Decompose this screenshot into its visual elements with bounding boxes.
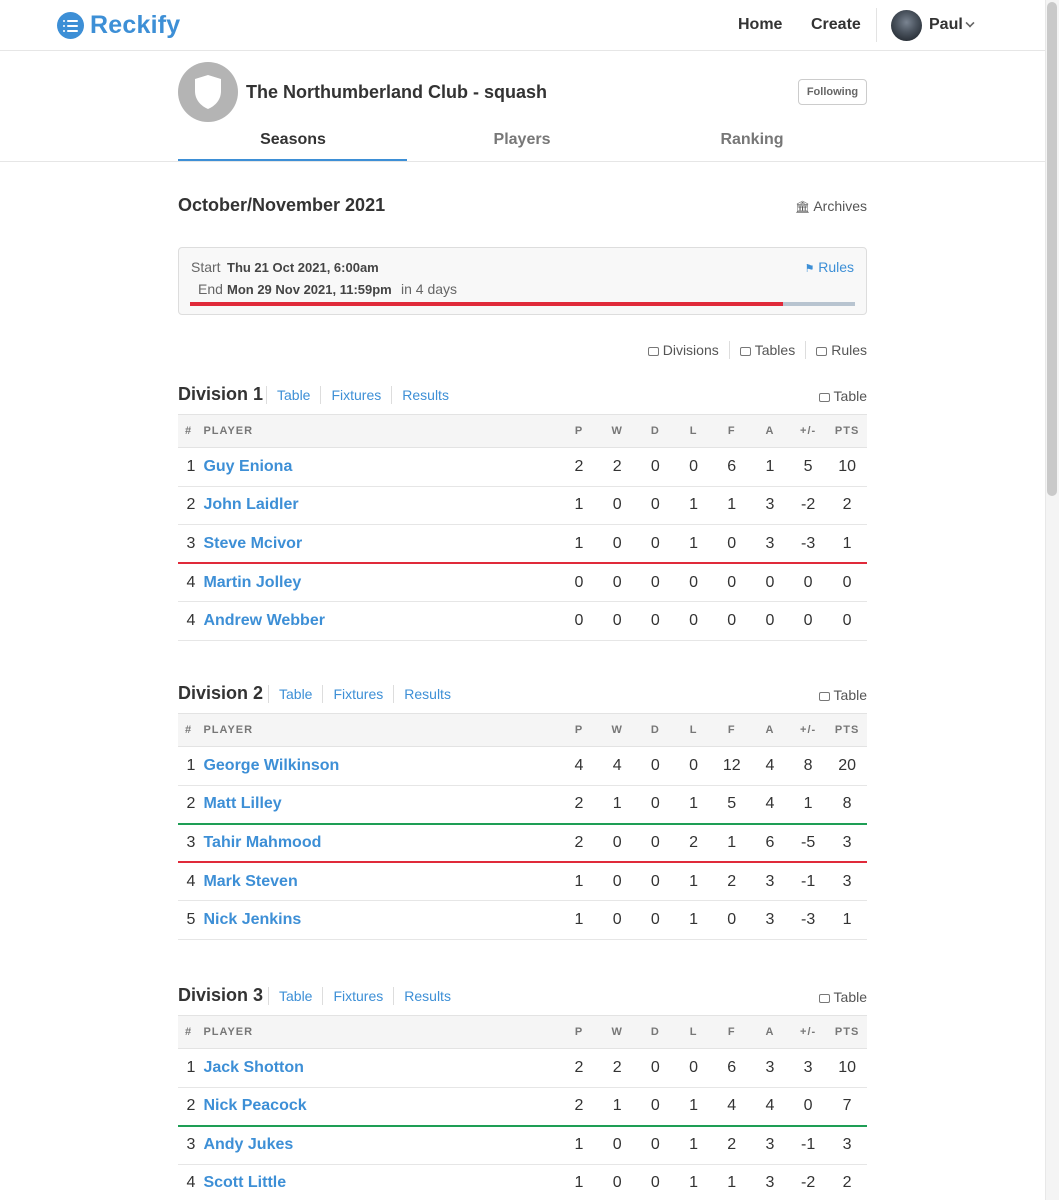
tab-players[interactable]: Players (493, 131, 551, 148)
end-date: Mon 29 Nov 2021, 11:59pm (227, 282, 392, 297)
season-progress-bar (190, 302, 855, 306)
division-table-link[interactable]: Table (277, 387, 311, 403)
top-nav (0, 0, 1045, 51)
player-link[interactable]: Nick Peacock (203, 1087, 559, 1126)
stat-cell-w: 0 (598, 602, 636, 641)
column-header[interactable]: D (636, 714, 674, 747)
division-results-link[interactable]: Results (404, 686, 451, 702)
stat-cell-d: 0 (636, 1049, 674, 1088)
stat-cell-f: 1 (713, 486, 751, 525)
stat-cell-pts: 0 (827, 602, 867, 641)
stat-cell-p: 1 (560, 525, 598, 564)
division-links (268, 685, 451, 703)
stat-cell-diff: 0 (789, 1087, 827, 1126)
link-divider (393, 685, 394, 703)
print-icon (648, 347, 659, 356)
division-header (178, 985, 867, 1015)
column-header[interactable]: PTS (827, 1016, 867, 1049)
division-results-link[interactable]: Results (402, 387, 449, 403)
table-header-row (178, 714, 867, 747)
stat-cell-pts: 3 (827, 862, 867, 901)
link-divider (805, 341, 806, 359)
stat-cell-a: 0 (751, 602, 789, 641)
link-divider (322, 987, 323, 1005)
print-table-link[interactable] (819, 687, 867, 703)
stat-cell-d: 0 (636, 747, 674, 786)
stat-cell-diff: 5 (789, 448, 827, 487)
player-link[interactable]: Matt Lilley (203, 785, 559, 824)
player-link[interactable]: Andy Jukes (203, 1126, 559, 1165)
stat-cell-f: 1 (713, 824, 751, 863)
stat-cell-w: 1 (598, 1087, 636, 1126)
following-button[interactable]: Following (798, 79, 867, 105)
stat-cell-p: 0 (560, 602, 598, 641)
stat-cell-p: 2 (560, 824, 598, 863)
stat-cell-diff: -1 (789, 1126, 827, 1165)
stat-cell-l: 2 (674, 824, 712, 863)
print-icon (740, 347, 751, 356)
player-link[interactable]: Guy Eniona (203, 448, 559, 487)
division-section (178, 384, 867, 641)
player-link[interactable]: John Laidler (203, 486, 559, 525)
scrollbar-thumb[interactable] (1047, 2, 1057, 496)
column-header[interactable]: +/- (789, 1016, 827, 1049)
stat-cell-diff: 0 (789, 602, 827, 641)
stat-cell-d: 0 (636, 862, 674, 901)
nav-divider (876, 8, 877, 42)
stat-cell-d: 0 (636, 448, 674, 487)
division-fixtures-link[interactable]: Fixtures (333, 686, 384, 702)
column-header[interactable]: P (560, 714, 598, 747)
stat-cell-p: 1 (560, 862, 598, 901)
stat-cell-f: 4 (713, 1087, 751, 1126)
player-link[interactable]: Nick Jenkins (203, 901, 559, 940)
nav-home-link[interactable]: Home (738, 16, 783, 33)
division-title: Division 2 (178, 683, 264, 703)
chevron-down-icon[interactable] (965, 18, 974, 27)
stat-cell-pts: 8 (827, 785, 867, 824)
rank-cell: 2 (178, 486, 203, 525)
column-header[interactable]: A (751, 1016, 789, 1049)
stat-cell-diff: 0 (789, 563, 827, 602)
season-rules-label: Rules (818, 259, 854, 275)
club-shield-icon (178, 62, 238, 122)
tab-seasons[interactable]: Seasons (260, 131, 326, 148)
start-label: Start (191, 259, 221, 275)
rank-cell: 4 (178, 602, 203, 641)
print-icon (819, 393, 830, 402)
stat-cell-a: 3 (751, 525, 789, 564)
stat-cell-pts: 10 (827, 448, 867, 487)
column-header[interactable]: # (178, 1016, 203, 1049)
link-divider (322, 685, 323, 703)
tables-link[interactable] (740, 342, 795, 358)
stat-cell-l: 1 (674, 785, 712, 824)
stat-cell-pts: 3 (827, 1126, 867, 1165)
link-divider (268, 987, 269, 1005)
table-row (178, 563, 867, 602)
remaining-time: in 4 days (401, 281, 458, 297)
table-row (178, 862, 867, 901)
column-header[interactable]: W (598, 415, 636, 448)
archives-label: Archives (813, 198, 867, 214)
stat-cell-l: 0 (674, 602, 712, 641)
stat-cell-l: 1 (674, 1087, 712, 1126)
stat-cell-f: 0 (713, 901, 751, 940)
stat-cell-p: 2 (560, 1049, 598, 1088)
division-title: Division 1 (178, 384, 264, 404)
stat-cell-f: 6 (713, 448, 751, 487)
column-header[interactable]: PLAYER (203, 415, 559, 448)
column-header[interactable]: A (751, 714, 789, 747)
column-header[interactable]: PLAYER (203, 714, 559, 747)
stat-cell-a: 6 (751, 824, 789, 863)
brand-name: Reckify (90, 11, 181, 39)
stat-cell-l: 1 (674, 1126, 712, 1165)
table-row (178, 525, 867, 564)
stat-cell-pts: 20 (827, 747, 867, 786)
season-rules-link[interactable] (804, 259, 854, 275)
stat-cell-diff: -2 (789, 1164, 827, 1200)
column-header[interactable]: PTS (827, 415, 867, 448)
view-links (648, 341, 867, 359)
rank-cell: 5 (178, 901, 203, 940)
stat-cell-w: 0 (598, 901, 636, 940)
avatar[interactable] (891, 10, 922, 41)
division-title: Division 3 (178, 985, 264, 1005)
stat-cell-l: 0 (674, 1049, 712, 1088)
stat-cell-l: 1 (674, 525, 712, 564)
rank-cell: 3 (178, 1126, 203, 1165)
player-link[interactable]: Steve Mcivor (203, 525, 559, 564)
stat-cell-a: 3 (751, 901, 789, 940)
link-divider (266, 386, 267, 404)
stat-cell-p: 0 (560, 563, 598, 602)
column-header[interactable]: L (674, 1016, 712, 1049)
table-row (178, 1049, 867, 1088)
brand-link[interactable] (57, 11, 180, 40)
stat-cell-p: 2 (560, 1087, 598, 1126)
rank-cell: 3 (178, 824, 203, 863)
stat-cell-d: 0 (636, 1126, 674, 1165)
stat-cell-w: 0 (598, 862, 636, 901)
stat-cell-a: 3 (751, 1164, 789, 1200)
stat-cell-w: 1 (598, 785, 636, 824)
end-label: End (198, 281, 223, 297)
print-table-label: Table (833, 388, 867, 404)
rank-cell: 1 (178, 1049, 203, 1088)
division-section (178, 985, 867, 1200)
link-divider (268, 685, 269, 703)
stat-cell-d: 0 (636, 525, 674, 564)
stat-cell-f: 0 (713, 563, 751, 602)
stat-cell-pts: 1 (827, 525, 867, 564)
division-table-link[interactable]: Table (279, 988, 313, 1004)
column-header[interactable]: PLAYER (203, 1016, 559, 1049)
column-header[interactable]: A (751, 415, 789, 448)
stat-cell-a: 0 (751, 563, 789, 602)
rank-cell: 1 (178, 448, 203, 487)
stat-cell-a: 1 (751, 448, 789, 487)
column-header[interactable]: PTS (827, 714, 867, 747)
rank-cell: 4 (178, 1164, 203, 1200)
stat-cell-diff: 3 (789, 1049, 827, 1088)
player-link[interactable]: Mark Steven (203, 862, 559, 901)
stat-cell-l: 1 (674, 901, 712, 940)
stat-cell-w: 0 (598, 1164, 636, 1200)
table-row (178, 1164, 867, 1200)
stat-cell-p: 1 (560, 1164, 598, 1200)
stat-cell-l: 1 (674, 1164, 712, 1200)
stat-cell-diff: -1 (789, 862, 827, 901)
stat-cell-l: 1 (674, 486, 712, 525)
stat-cell-w: 0 (598, 1126, 636, 1165)
stat-cell-d: 0 (636, 563, 674, 602)
stat-cell-diff: -3 (789, 525, 827, 564)
column-header[interactable]: D (636, 1016, 674, 1049)
table-header-row (178, 1016, 867, 1049)
stat-cell-diff: -3 (789, 901, 827, 940)
season-progress-fill (190, 302, 783, 306)
nav-create-link[interactable]: Create (811, 16, 861, 33)
print-icon (819, 692, 830, 701)
stat-cell-f: 0 (713, 525, 751, 564)
stat-cell-a: 4 (751, 1087, 789, 1126)
table-row (178, 486, 867, 525)
table-row (178, 1087, 867, 1126)
rules-link[interactable] (816, 342, 867, 358)
stat-cell-f: 2 (713, 1126, 751, 1165)
stat-cell-d: 0 (636, 901, 674, 940)
tab-ranking[interactable]: Ranking (720, 131, 784, 148)
column-header[interactable]: # (178, 415, 203, 448)
print-table-link[interactable] (819, 989, 867, 1005)
print-table-link[interactable] (819, 388, 867, 404)
stat-cell-pts: 3 (827, 824, 867, 863)
stat-cell-p: 1 (560, 1126, 598, 1165)
stat-cell-d: 0 (636, 824, 674, 863)
rank-cell: 2 (178, 785, 203, 824)
stat-cell-diff: 1 (789, 785, 827, 824)
reckify-logo-icon (57, 12, 84, 39)
player-link[interactable]: Jack Shotton (203, 1049, 559, 1088)
stat-cell-w: 0 (598, 525, 636, 564)
stat-cell-pts: 0 (827, 563, 867, 602)
table-row (178, 785, 867, 824)
division-section (178, 683, 867, 940)
stat-cell-a: 3 (751, 1049, 789, 1088)
standings-table (178, 713, 867, 940)
division-table-link[interactable]: Table (279, 686, 313, 702)
player-link[interactable]: George Wilkinson (203, 747, 559, 786)
stat-cell-w: 0 (598, 486, 636, 525)
stat-cell-pts: 2 (827, 1164, 867, 1200)
stat-cell-d: 0 (636, 486, 674, 525)
divisions-label: Divisions (662, 342, 719, 358)
standings-table (178, 1015, 867, 1200)
rules-label: Rules (831, 342, 867, 358)
column-header[interactable]: P (560, 415, 598, 448)
stat-cell-diff: 8 (789, 747, 827, 786)
stat-cell-pts: 1 (827, 901, 867, 940)
division-header (178, 683, 867, 713)
stat-cell-d: 0 (636, 785, 674, 824)
archive-icon: 🏛 (794, 200, 811, 214)
table-header-row (178, 415, 867, 448)
stat-cell-w: 4 (598, 747, 636, 786)
stat-cell-pts: 2 (827, 486, 867, 525)
player-link[interactable]: Andrew Webber (203, 602, 559, 641)
divisions-link[interactable] (648, 342, 719, 358)
tabs-divider (0, 161, 1045, 162)
stat-cell-l: 0 (674, 563, 712, 602)
stat-cell-a: 3 (751, 862, 789, 901)
table-row (178, 448, 867, 487)
table-row (178, 901, 867, 940)
division-header (178, 384, 867, 414)
stat-cell-d: 0 (636, 602, 674, 641)
megaphone-icon: ⚑ (804, 263, 815, 275)
division-fixtures-link[interactable]: Fixtures (331, 387, 382, 403)
print-table-label: Table (833, 989, 867, 1005)
start-date: Thu 21 Oct 2021, 6:00am (227, 260, 379, 275)
rank-cell: 1 (178, 747, 203, 786)
link-divider (393, 987, 394, 1005)
division-results-link[interactable]: Results (404, 988, 451, 1004)
print-icon (819, 994, 830, 1003)
season-title: October/November 2021 (178, 195, 386, 215)
stat-cell-l: 0 (674, 448, 712, 487)
column-header[interactable]: L (674, 714, 712, 747)
print-table-label: Table (833, 687, 867, 703)
stat-cell-d: 0 (636, 1087, 674, 1126)
stat-cell-f: 12 (713, 747, 751, 786)
stat-cell-a: 4 (751, 747, 789, 786)
player-link[interactable]: Scott Little (203, 1164, 559, 1200)
stat-cell-f: 1 (713, 1164, 751, 1200)
stat-cell-pts: 10 (827, 1049, 867, 1088)
column-header[interactable]: F (713, 1016, 751, 1049)
stat-cell-p: 4 (560, 747, 598, 786)
division-links (268, 987, 451, 1005)
stat-cell-diff: -5 (789, 824, 827, 863)
stat-cell-l: 0 (674, 747, 712, 786)
stat-cell-l: 1 (674, 862, 712, 901)
standings-table (178, 414, 867, 641)
column-header[interactable]: +/- (789, 415, 827, 448)
stat-cell-diff: -2 (789, 486, 827, 525)
stat-cell-f: 5 (713, 785, 751, 824)
player-link[interactable]: Tahir Mahmood (203, 824, 559, 863)
stat-cell-p: 1 (560, 486, 598, 525)
stat-cell-a: 3 (751, 486, 789, 525)
archives-link[interactable] (795, 198, 867, 214)
rank-cell: 4 (178, 563, 203, 602)
column-header[interactable]: W (598, 714, 636, 747)
column-header[interactable]: W (598, 1016, 636, 1049)
column-header[interactable]: P (560, 1016, 598, 1049)
season-dates-panel (178, 247, 867, 315)
table-row (178, 747, 867, 786)
stat-cell-a: 3 (751, 1126, 789, 1165)
division-fixtures-link[interactable]: Fixtures (333, 988, 384, 1004)
column-header[interactable]: D (636, 415, 674, 448)
stat-cell-f: 6 (713, 1049, 751, 1088)
rank-cell: 3 (178, 525, 203, 564)
stat-cell-p: 2 (560, 785, 598, 824)
stat-cell-w: 2 (598, 448, 636, 487)
rank-cell: 4 (178, 862, 203, 901)
stat-cell-f: 0 (713, 602, 751, 641)
column-header[interactable]: L (674, 415, 712, 448)
link-divider (320, 386, 321, 404)
column-header[interactable]: F (713, 415, 751, 448)
user-menu-name[interactable]: Paul (929, 16, 963, 33)
stat-cell-a: 4 (751, 785, 789, 824)
link-divider (391, 386, 392, 404)
rank-cell: 2 (178, 1087, 203, 1126)
club-name: The Northumberland Club - squash (246, 82, 548, 102)
print-icon (816, 347, 827, 356)
stat-cell-pts: 7 (827, 1087, 867, 1126)
table-row (178, 602, 867, 641)
stat-cell-w: 0 (598, 563, 636, 602)
division-links (266, 386, 449, 404)
column-header[interactable]: +/- (789, 714, 827, 747)
table-row (178, 1126, 867, 1165)
link-divider (729, 341, 730, 359)
stat-cell-p: 1 (560, 901, 598, 940)
stat-cell-w: 2 (598, 1049, 636, 1088)
column-header[interactable]: F (713, 714, 751, 747)
column-header[interactable]: # (178, 714, 203, 747)
player-link[interactable]: Martin Jolley (203, 563, 559, 602)
stat-cell-w: 0 (598, 824, 636, 863)
stat-cell-d: 0 (636, 1164, 674, 1200)
tables-label: Tables (754, 342, 796, 358)
table-row (178, 824, 867, 863)
stat-cell-p: 2 (560, 448, 598, 487)
stat-cell-f: 2 (713, 862, 751, 901)
